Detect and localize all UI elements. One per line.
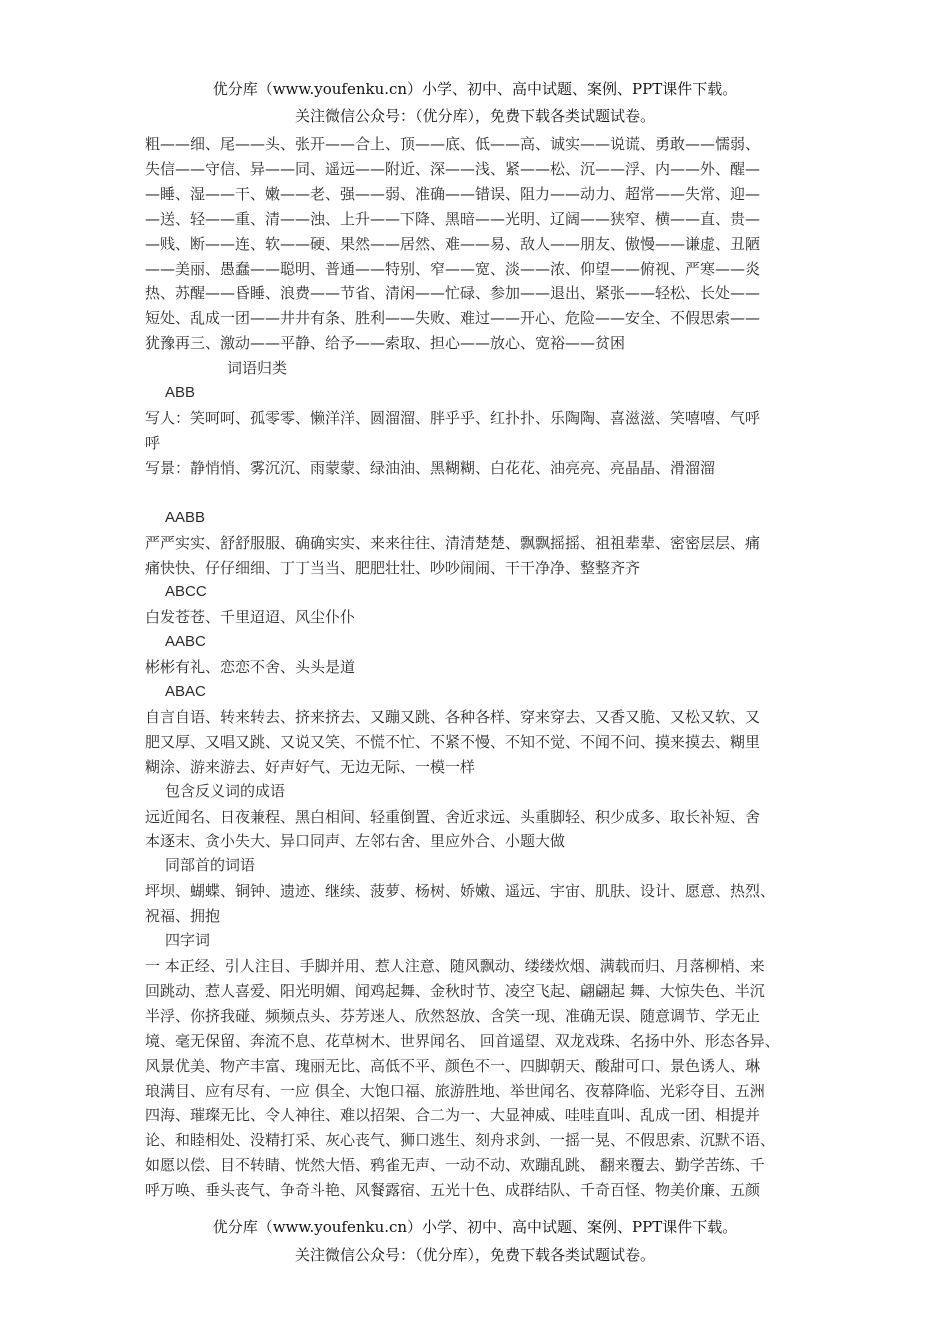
document-body (145, 132, 805, 1203)
section-label-same-radical: 同部首的词语 (165, 857, 256, 875)
antonym-line: 短处、乱成一团——井井有条、胜利——失败、难过——开心、危险——安全、不假思索—— (145, 309, 761, 328)
header-line-2: 关注微信公众号：（优分库），免费下载各类试题试卷。 (294, 107, 655, 125)
footer-line-1: 优分库（www.youfenku.cn）小学、初中、高中试题、案例、PPT课件下载。 (212, 1218, 738, 1236)
section-title-classification: 词语归类 (227, 359, 288, 378)
four-char-line: 半浮、你挤我碰、频频点头、芬芳迷人、欣然怒放、含笑一现、准确无误、随意调节、学无止 (145, 1006, 761, 1025)
footer-line-2: 关注微信公众号：（优分库），免费下载各类试题试卷。 (294, 1246, 655, 1264)
section-label-abcc: ABCC (165, 583, 207, 601)
section-label-aabc: AABC (165, 633, 206, 651)
section-label-four-char: 四字词 (165, 932, 211, 950)
four-char-line: 四海、璀璨无比、令人神往、难以招架、合二为一、大显神威、哇哇直叫、乱成一团、相提并 (145, 1106, 761, 1125)
abcc-line: 白发苍苍、千里迢迢、风尘仆仆 (145, 608, 356, 627)
four-char-line: 一 本正经、引人注目、手脚并用、惹人注意、随风飘动、缕缕炊烟、满载而归、月落柳梢、来 (145, 957, 765, 975)
idiom-line: 本逐末、贪小失大、异口同声、左邻右舍、里应外合、小题大做 (145, 832, 566, 851)
abb-line: 写景：静悄悄、雾沉沉、雨蒙蒙、绿油油、黑糊糊、白花花、油亮亮、亮晶晶、滑溜溜 (145, 458, 716, 477)
antonym-line: 热、苏醒——昏睡、浪费——节省、清闲——忙碌、参加——退出、紧张——轻松、长处—— (145, 284, 761, 303)
abb-line: 写人：笑呵呵、孤零零、懒洋洋、圆溜溜、胖乎乎、红扑扑、乐陶陶、喜滋滋、笑嘻嘻、气呼 (145, 408, 761, 427)
blank-line (145, 481, 805, 506)
section-label-abac: ABAC (165, 683, 206, 701)
four-char-line: 回跳动、惹人喜爱、阳光明媚、闻鸡起舞、金秋时节、凌空飞起、翩翩起 舞、大惊失色、半沉 (145, 981, 765, 1000)
section-label-aabb: AABB (165, 508, 206, 526)
antonym-line: —贱、断——连、软——硬、果然——居然、难——易、敌人——朋友、傲慢——谦虚、丑陋 (145, 234, 761, 253)
radical-line: 祝福、拥抱 (145, 907, 221, 926)
section-label-antonym-idioms: 包含反义词的成语 (165, 782, 286, 800)
aabb-line: 严严实实、舒舒服服、确确实实、来来往往、清清楚楚、飘飘摇摇、祖祖辈辈、密密层层、痛 (145, 533, 761, 552)
abb-line: 呼 (145, 433, 161, 452)
antonym-line: ——美丽、愚蠢——聪明、普通——特别、窄——宽、淡——浓、仰望——俯视、严寒——炎 (145, 259, 761, 278)
four-char-line: 境、毫无保留、奔流不息、花草树木、世界闻名、 回首遥望、双龙戏珠、名扬中外、形态各异、 (145, 1031, 780, 1050)
idiom-line: 远近闻名、日夜兼程、黑白相间、轻重倒置、舍近求远、头重脚轻、积少成多、取长补短、舍 (145, 807, 761, 826)
aabb-line: 痛快快、仔仔细细、丁丁当当、肥肥壮壮、吵吵闹闹、干干净净、整整齐齐 (145, 558, 641, 577)
antonym-line: 粗——细、尾——头、张开——合上、顶——底、低——高、诚实——说谎、勇敢——懦弱、 (145, 135, 761, 153)
antonym-line: —睡、湿——干、嫩——老、强——弱、准确——错误、阻力——动力、超常——失常、迎— (145, 184, 761, 203)
four-char-line: 论、和睦相处、没精打采、灰心丧气、狮口逃生、刻舟求剑、一摇一晃、不假思索、沉默不语、 (145, 1131, 776, 1150)
four-char-line: 琅满目、应有尽有、一应 俱全、大饱口福、旅游胜地、举世闻名、夜幕降临、光彩夺目、五洲 (145, 1081, 765, 1100)
abac-line: 自言自语、转来转去、挤来挤去、又蹦又跳、各种各样、穿来穿去、又香又脆、又松又软、又 (145, 707, 761, 726)
four-char-line: 呼万唤、垂头丧气、争奇斗艳、风餐露宿、五光十色、成群结队、千奇百怪、物美价廉、五颜 (145, 1181, 761, 1200)
antonym-line: 犹豫再三、激动——平静、给予——索取、担心——放心、宽裕——贫困 (145, 334, 626, 353)
antonym-line: 失信——守信、异——同、遥远——附近、深——浅、紧——松、沉——浮、内——外、醒— (145, 159, 761, 178)
header-line-1: 优分库（www.youfenku.cn）小学、初中、高中试题、案例、PPT课件下载。 (212, 80, 738, 98)
four-char-line: 风景优美、物产丰富、瑰丽无比、高低不平、颜色不一、四脚朝天、酸甜可口、景色诱人、琳 (145, 1056, 761, 1075)
aabc-line: 彬彬有礼、恋恋不舍、头头是道 (145, 658, 356, 677)
antonym-line: —送、轻——重、清——浊、上升——下降、黑暗——光明、辽阔——狭窄、横——直、贵— (145, 209, 761, 228)
abac-line: 肥又厚、又唱又跳、又说又笑、不慌不忙、不紧不慢、不知不觉、不闻不问、摸来摸去、糊里 (145, 732, 761, 751)
abac-line: 糊涂、游来游去、好声好气、无边无际、一模一样 (145, 757, 476, 776)
radical-line: 坪坝、蝴蝶、铜钟、遗迹、继续、菠萝、杨树、娇嫩、遥远、宇宙、肌肤、设计、愿意、热烈、 (145, 882, 776, 901)
four-char-line: 如愿以偿、目不转睛、恍然大悟、鸦雀无声、一动不动、欢蹦乱跳、 翻来覆去、勤学苦练、千 (145, 1156, 765, 1175)
antonym-section (145, 132, 805, 356)
section-label-abb: ABB (165, 384, 196, 402)
